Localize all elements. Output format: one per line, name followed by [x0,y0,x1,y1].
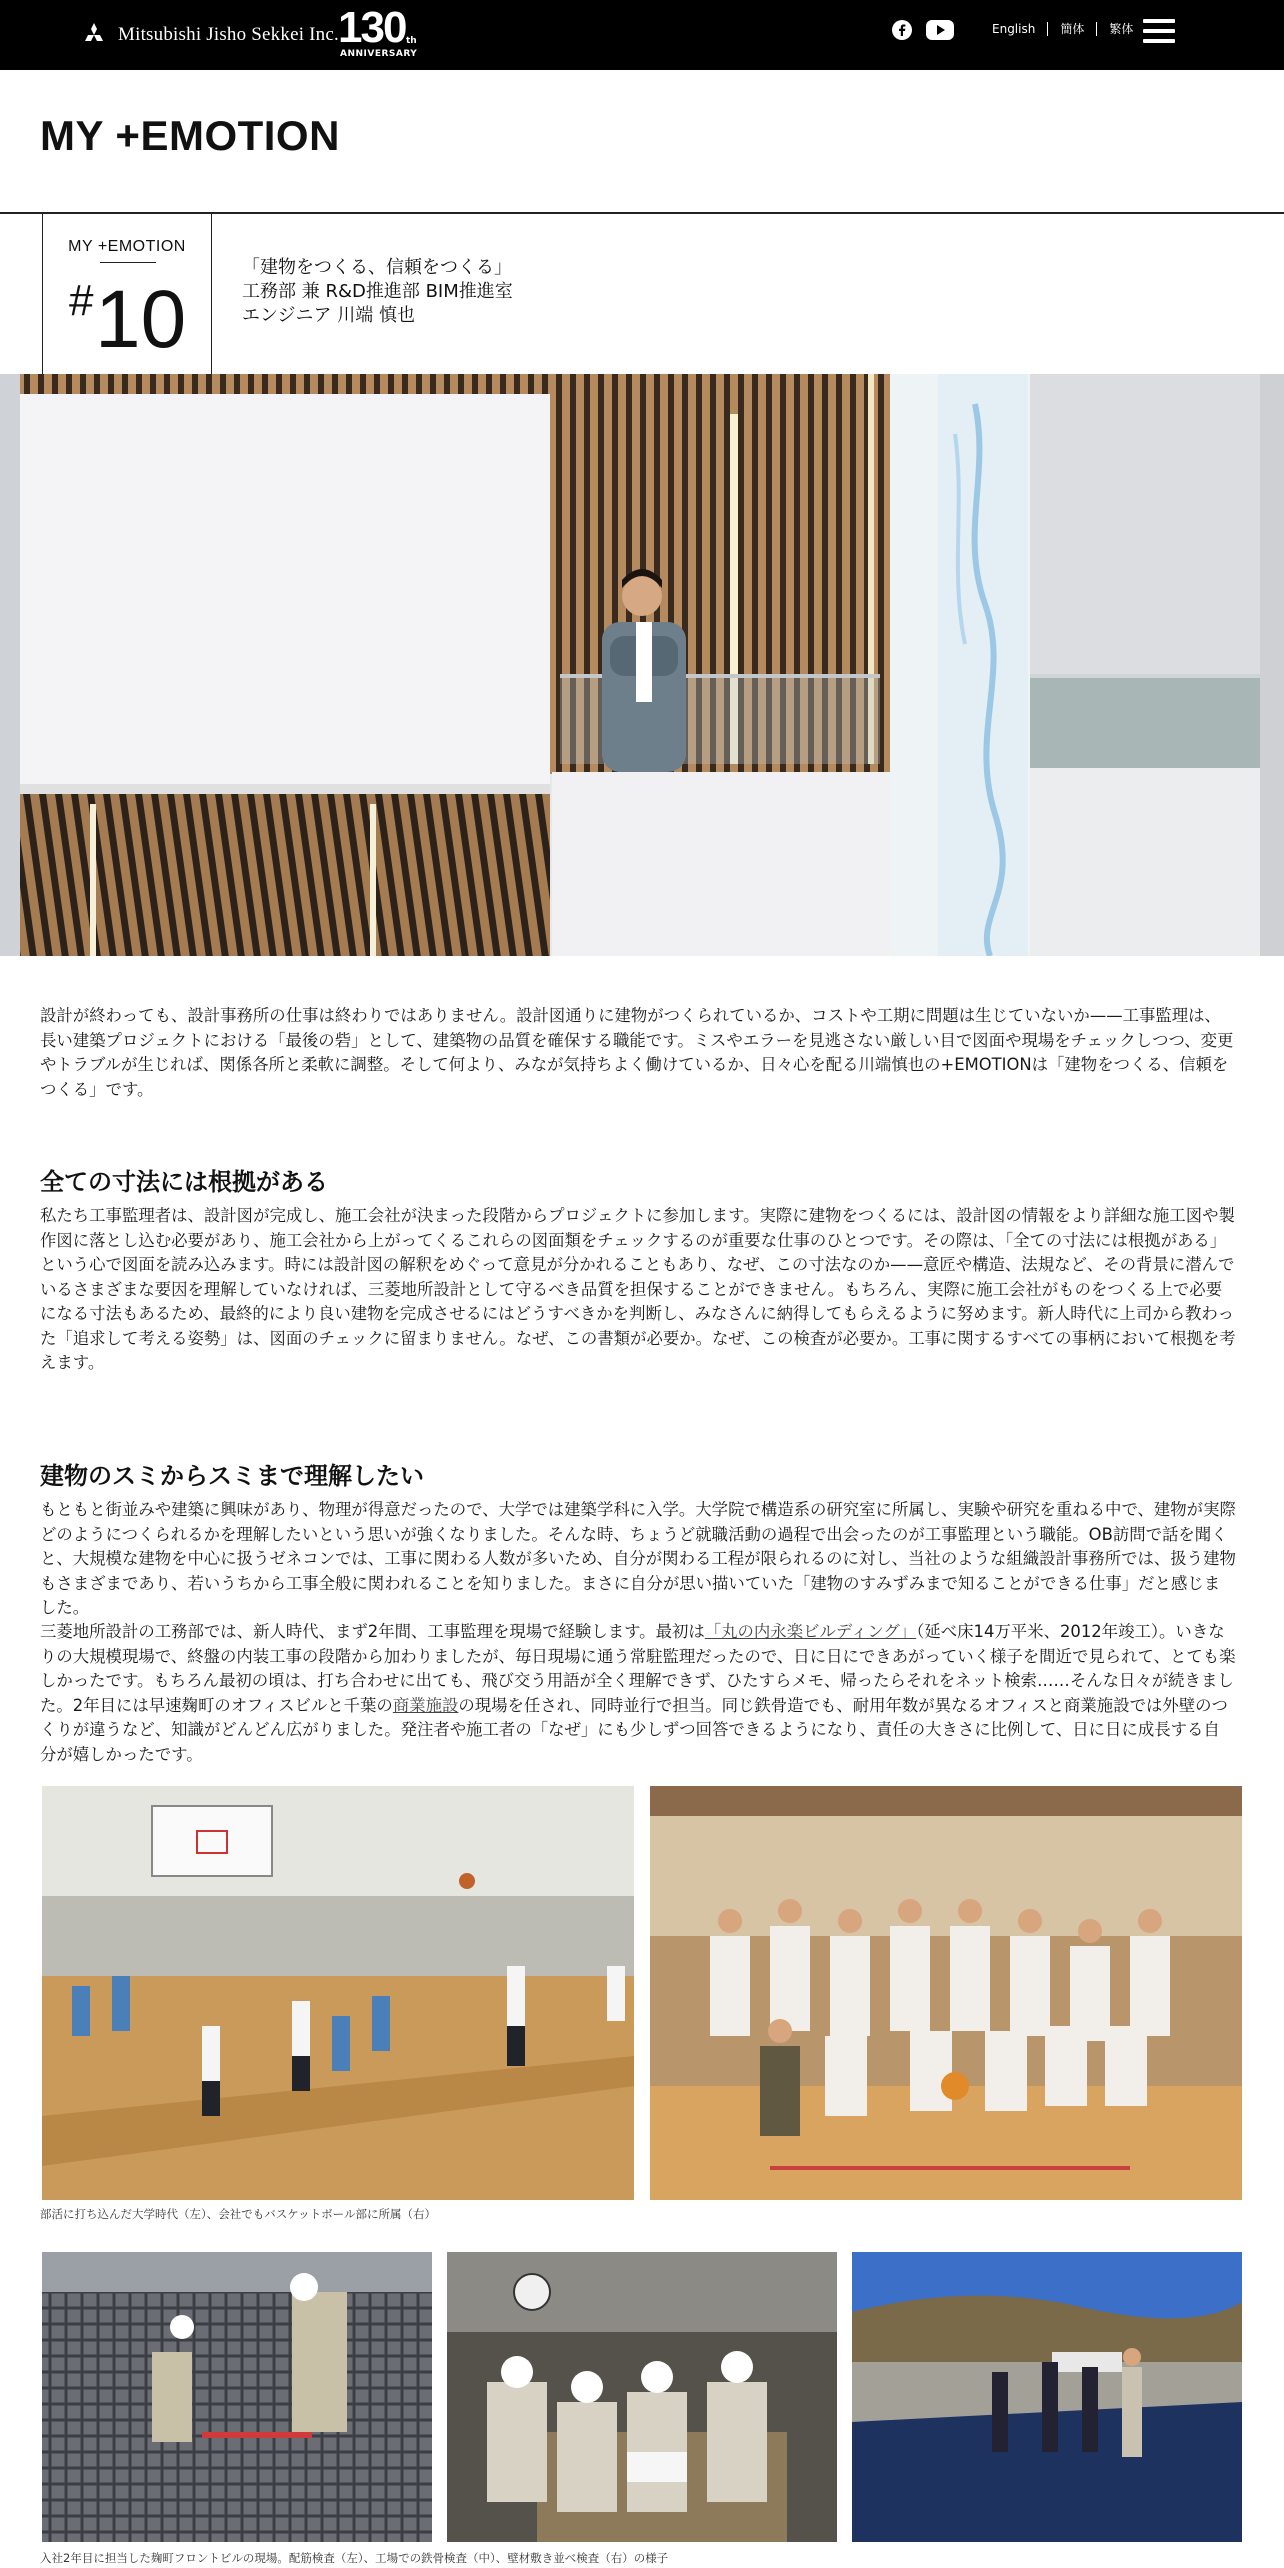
section-body-2a: もともと街並みや建築に興味があり、物理が得意だったので、大学では建築学科に入学。大学院で構造系の研究室に所属し、実験や研究を重ねる中で、建物が実際どのようにつくられるかを理解したいという思いが強くなりました。そんな時、ちょうど就職活動の過程で出会ったのが工事監理という職能。OB訪問で話を聞くと、大規模な建物を中心に扱うゼネコンでは、工事に関わる人数が多いため、自分が関わる工程が限られるのに対し、当社のような組織設計事務所では、扱う建物もさまざまであり、若いうちから工事全般に関われることを知りました。まさに自分が思い描いていた「建物のすみずみまで知ることができる仕事」だと感じました。 [40,1500,1236,1617]
profile-department: 工務部 兼 R&D推進部 BIM推進室 [242,281,513,302]
facebook-icon[interactable] [892,20,912,40]
anniversary-badge [338,3,422,62]
brand-logo[interactable] [80,0,339,70]
profile-quote: 「建物をつくる、信頼をつくる」 [242,257,512,278]
brand-name: Mitsubishi Jisho Sekkei Inc. [118,24,339,45]
section-body-2b-text-c: の現場を任され、同時並行で担当。同じ鉄骨造でも、耐用年数が異なるオフィスと商業施設では外壁のつくりが違うなど、知識がどんどん広がりました。発注者や施工者の「なぜ」にも少しずつ回答できるようになり、責任の大きさに比例して、日に日に成長する自分が嬉しかったです。 [40,1695,1228,1764]
section-heading-2: 建物のスミからスミまで理解したい [40,1462,424,1490]
youtube-icon[interactable] [926,20,954,40]
feature-number: 10 [95,274,187,365]
anniversary-number: 130 [338,3,406,52]
hamburger-menu-icon[interactable] [1143,19,1175,43]
section-body-2b-text-b: （延べ床14万平米、2012年竣工）。いきなりの大規模現場で、終盤の内装工事の段階から加わりましたが、毎日現場に通う常駐監理だったので、日に日にできあがっていく様子を間近で見られて、とても楽しかったです。もちろん最初の頃は、打ち合わせに出ても、飛び交う用語が全く理解できず、ひたすらメモ、帰ったらそれをネット検索……そんな日々が続きました。2年目には早速麹町のオフィスビルと千葉の [40,1622,1236,1715]
caption-basketball: 部活に打ち込んだ大学時代（左）、会社でもバスケットボール部に所属（右） [40,2207,436,2221]
feature-hash: # [69,276,94,325]
feature-label-underline [100,262,156,263]
photo-rebar-inspection [42,2252,432,2542]
section-body-1: 私たち工事監理者は、設計図が完成し、施工会社が決まった段階からプロジェクトに参加します。実際に建物をつくるには、設計図の情報をより詳細な施工図や製作図に落とし込む必要があり、施工会社から上がってくるこれらの図面類をチェックするのが重要な仕事のひとつです。その際は、「全ての寸法には根拠がある」という心で図面を読み込みます。時には設計図の解釈をめぐって意見が分かれることもあり、なぜ、この寸法なのか——意匠や構造、法規など、その背景に潜んでいるさまざまな要因を理解していなければ、三菱地所設計として守るべき品質を担保することができません。もちろん、実際に施工会社がものをつくる上で必要になる寸法もあるため、最終的により良い建物を完成させるにはどうすべきかを判断し、みなさんに納得してもらえるように努めます。新人時代に上司から教わった「追求して考える姿勢」は、図面のチェックに留まりません。なぜ、この書類が必要か。なぜ、この検査が必要か。工事に関するすべての事柄において根拠を考えます。 [40,1206,1236,1372]
mitsubishi-logo-icon [80,23,108,47]
anniversary-word: ANNIVERSARY [340,49,418,59]
hero-photo [0,374,1284,956]
language-switcher [992,22,1145,36]
lang-simplified-chinese[interactable]: 簡体 [1047,22,1096,36]
social-links [892,20,954,40]
lang-traditional-chinese[interactable]: 繁体 [1096,22,1145,36]
link-commercial-facility[interactable]: 商業施設 [392,1695,459,1715]
photo-steel-factory-inspection [447,2252,837,2542]
link-marunouchi-eiraku[interactable]: 「丸の内永楽ビルディング」 [704,1622,917,1641]
intro-paragraph: 設計が終わっても、設計事務所の仕事は終わりではありません。設計図通りに建物がつくられているか、コストや工期に問題は生じていないか——工事監理は、長い建築プロジェクトにおける「最後の砦」として、建築物の品質を確保する職能です。ミスやエラーを見逃さない厳しい目で図面や現場をチェックしつつ、変更やトラブルが生じれば、関係各所と柔軟に調整。そして何より、みなが気持ちよく働けているか、日々心を配る川端慎也の+EMOTIONは「建物をつくる、信頼をつくる」です。 [40,1006,1234,1099]
photo-wall-material-inspection [852,2252,1242,2542]
profile-block [242,256,513,328]
lang-english[interactable]: English [992,22,1036,36]
caption-site-inspections: 入社2年目に担当した麹町フロントビルの現場。配筋検査（左）、工場での鉄骨検査（中）、壁材敷き並べ検査（右）の様子 [40,2551,669,2565]
feature-label: MY +EMOTION [68,238,186,255]
feature-number-card [42,214,212,374]
page-title: MY +EMOTION [40,112,340,159]
section-body-2b-text-a: 三菱地所設計の工務部では、新人時代、まず2年間、工事監理を現場で経験します。最初は [40,1622,705,1641]
photo-company-basketball-team [650,1786,1242,2200]
profile-name: エンジニア 川端 慎也 [242,305,415,326]
anniversary-suffix: th [406,36,417,46]
section-heading-1: 全ての寸法には根拠がある [40,1168,328,1196]
site-header [0,0,1284,70]
photo-university-basketball [42,1786,634,2200]
section-body-2b [40,1620,1236,1767]
